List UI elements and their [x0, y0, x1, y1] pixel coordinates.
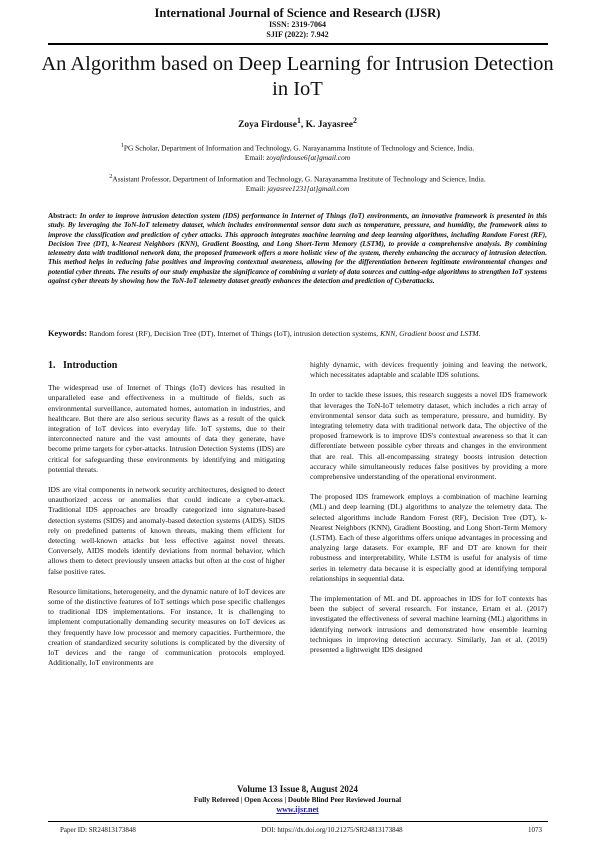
section-heading: [48, 361, 285, 371]
paragraph: Resource limitations, heterogeneity, and the dynamic nature of IoT devices are some of the distinctive features of IoT settings which pose specific challenges to traditional IDS implementations. For instance, It is challenging to implement computationally demanding security measures on IoT devices as they frequently have low processor and memory capacities. Furthermore, the creation of standardized security solutions is complicated by the diversity of IoT devices and the range of communication protocols employed. Additionally, IoT environments are: [48, 586, 285, 668]
journal-header: [0, 6, 595, 40]
doi[interactable]: DOI: https://dx.doi.org/10.21275/SR24813173848: [261, 826, 403, 834]
author-2: K. Jayasree: [305, 120, 353, 131]
paper-id: Paper ID: SR24813173848: [60, 826, 136, 834]
email-2: jayasree1231[at]gmail.com: [267, 184, 350, 194]
paper-title: An Algorithm based on Deep Learning for Intrusion Detection in IoT: [41, 53, 554, 100]
author-separator: ,: [300, 120, 306, 131]
author-line: [0, 116, 595, 130]
keywords-italic: KNN, Gradient boost and LSTM.: [380, 329, 481, 338]
paragraph: highly dynamic, with devices frequently joining and leaving the network, which necessitates adaptable and scalable IDS solutions.: [310, 360, 547, 380]
left-column: [48, 360, 285, 678]
footer-ids: [60, 826, 542, 834]
keywords-label: Keywords:: [48, 329, 88, 338]
abstract: [48, 212, 547, 286]
keywords-text: Random forest (RF), Decision Tree (DT), Internet of Things (IoT), intrusion detection systems,: [88, 329, 379, 338]
volume-issue: Volume 13 Issue 8, August 2024: [237, 784, 358, 794]
website-link[interactable]: www.ijsr.net: [276, 805, 319, 814]
paragraph: The proposed IDS framework employs a combination of machine learning (ML) and deep learning (DL) algorithms to analyze the telemetry data. The selected algorithms include Random Forest (RF), Decision Tree (DT), k-Nearest Neighbors (KNN), Gradient Boosting, and Long Short-Term Memory (LSTM). Each of these algorithms offers unique advantages in processing and analyzing large datasets. For example, RF and DT are known for their robustness and interpretability, While LSTM is useful for analysis of time series in telemetry data because it is especially good at identifying temporal relationships in sequential data.: [310, 492, 547, 583]
right-column: [310, 360, 547, 665]
abstract-label: Abstract:: [48, 212, 78, 220]
email-2-label: Email:: [245, 184, 268, 194]
page-number: 1073: [528, 826, 542, 834]
author-1-sup: 1: [296, 116, 301, 125]
header-divider: [48, 43, 548, 45]
section-title: Introduction: [63, 360, 118, 371]
affiliation-1-sup: 1: [120, 143, 124, 149]
paragraph: The implementation of ML and DL approaches in IDS for IoT contexts has been the subject of several research. For instance, Ertam et al. (2017) investigated the effectiveness of several machine learning (ML) algorithms in identifying network intrusions and demonstrated how ensemble learning techniques in improving detection accuracy. Similarly, Jan et al. (2019) presented a lightweight IDS designed: [310, 594, 547, 655]
affiliation-1-text: PG Scholar, Department of Information and Technology, G. Narayanamma Institute of Technology and Science, India.: [123, 143, 475, 153]
abstract-text: In order to improve intrusion detection system (IDS) performance in Internet of Things (IoT) environments, an innovative framework is presented in this study. By leveraging the ToN-IoT telemetry dataset, which includes environmental sensor data such as temperature, pressure, and humidity, the framework aims to improve the classification and prediction of cyber attacks. This approach integrates machine learning and deep learning algorithms, including Random Forest (RF), Decision Tree (DT), k-Nearest Neighbors (KNN), Gradient Boosting, and Long Short-Term Memory (LSTM), to provide a comprehensive analysis. By combining telemetry data with traditional network data, the proposed framework offers a more holistic view of the system, thereby enhancing the accuracy of intrusion detection. This method helps in reducing false positives and improving contextual awareness, allowing for the differentiation between legitimate environmental changes and potential cyber threats. The results of our study emphasize the significance of combining a variety of data sources and cutting-edge algorithms to strengthen IoT systems against cyber threats by showing how the ToN-IoT telemetry dataset greatly enhances the detection and prediction of Cyberattacks.: [48, 212, 548, 286]
paragraph: In order to tackle these issues, this research suggests a novel IDS framework that leverages the ToN-IoT telemetry dataset, which includes a rich array of environmental sensor data such as temperature, pressure, and humidity. By integrating telemetry data with traditional network data, The objective of the proposed framework is to improve IDS's contextual awareness so that it can differentiate between possible cyber threats and changes in the environment that are real. This all-encompassing strategy boosts intrusion detection accuracy while simultaneously reduces false positives by providing a more comprehensive understanding of the operational environment.: [310, 390, 547, 482]
paragraph: The widespread use of Internet of Things (IoT) devices has resulted in unparalleled ease and effectiveness in a multitude of fields, such as environmental surveillance, automated homes, automation in industries, and healthcare. But there are also serious security flaws as a result of the quick integration of IoT devices into everyday life. IoT systems, due to their interconnected nature and the vast amounts of data they generate, have become prime targets for cyber-attacks. Intrusion Detection Systems (IDS) are critical for safeguarding these environments by identifying and mitigating potential threats.: [48, 383, 285, 474]
affiliation-2: [40, 172, 555, 194]
author-2-sup: 2: [352, 116, 357, 125]
paragraph: IDS are vital components in network security architectures, designed to detect unauthorized access or anomalies that could indicate a cyber-attack. Traditional IDS approaches are broadly categorized into signature-based detection systems (SIDS) and anomaly-based detection systems (AIDS). SIDS rely on predefined patterns of known threats, making them efficient for detecting well-known attacks but less effective against novel threats. Conversely, AIDS models identify deviations from normal behavior, which allows them to detect previously unseen attacks but often at the cost of higher false positive rates.: [48, 485, 285, 576]
affiliation-1: [40, 141, 555, 163]
affiliation-2-text: Assistant Professor, Department of Information and Technology, G. Narayanamma Institute of Technology and Science, India.: [112, 174, 486, 184]
refereed-line: Fully Refereed | Open Access | Double Blind Peer Reviewed Journal: [193, 796, 402, 804]
author-1: Zoya Firdouse: [238, 120, 297, 131]
affiliation-2-sup: 2: [109, 174, 113, 180]
issn: ISSN: 2319-7064: [268, 20, 327, 29]
email-1-label: Email:: [244, 153, 267, 163]
section-number: 1.: [48, 360, 56, 371]
journal-name: International Journal of Science and Research (IJSR): [154, 6, 441, 20]
email-1: zoyafirdouse6[at]gmail.com: [266, 153, 351, 163]
sjif: SJIF (2022): 7.942: [266, 30, 329, 39]
journal-footer: [0, 784, 595, 815]
keywords: [48, 329, 547, 339]
footer-divider: [48, 821, 548, 822]
